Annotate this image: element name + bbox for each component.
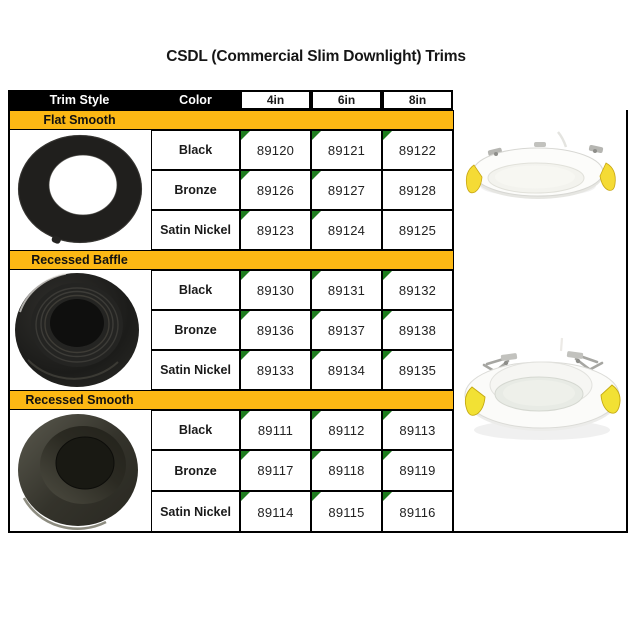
flagged-corner-icon: [241, 351, 250, 360]
part-number: 89135: [398, 362, 437, 378]
flagged-corner-icon: [241, 211, 250, 220]
part-number-cell: [382, 130, 453, 170]
flagged-corner-icon: [241, 492, 250, 501]
part-number: 89117: [257, 463, 294, 478]
part-number-cell: [382, 450, 453, 491]
part-number-cell: [311, 130, 382, 170]
flagged-corner-icon: [241, 411, 250, 420]
part-number-cell: [240, 270, 311, 310]
column-header-8in: 8in: [382, 90, 453, 110]
flat-smooth-trim-ring-image: [8, 130, 151, 250]
recessed-smooth-trim-ring-image: [8, 410, 151, 533]
color-cell: Satin Nickel: [151, 350, 240, 390]
flagged-corner-icon: [241, 451, 250, 460]
flagged-corner-icon: [383, 311, 392, 320]
part-number: 89132: [398, 282, 437, 298]
part-number: 89120: [256, 142, 295, 158]
flagged-corner-icon: [312, 311, 321, 320]
part-number-cell: [311, 410, 382, 450]
part-number-cell: [311, 310, 382, 350]
part-number: 89124: [327, 222, 366, 238]
part-number-cell: [240, 491, 311, 533]
part-number: 89137: [327, 322, 366, 338]
table-outer-border-right: [626, 110, 628, 533]
flagged-corner-icon: [312, 411, 321, 420]
flagged-corner-icon: [241, 311, 250, 320]
flagged-corner-icon: [383, 271, 392, 280]
flagged-corner-icon: [383, 451, 392, 460]
flagged-corner-icon: [383, 411, 392, 420]
flagged-corner-icon: [312, 492, 321, 501]
table-outer-border-bottom: [8, 531, 628, 533]
part-number: 89114: [257, 504, 294, 520]
color-cell: Black: [151, 410, 240, 450]
part-number-cell: [240, 130, 311, 170]
part-number-cell: [382, 210, 453, 250]
section-title-recessed-smooth: Recessed Smooth: [25, 393, 134, 407]
recessed-baffle-trim-ring-image: [8, 270, 151, 390]
part-number-cell: [311, 170, 382, 210]
color-cell: Bronze: [151, 450, 240, 491]
product-photos-column: [453, 110, 628, 533]
table-outer-border-left: [8, 90, 10, 533]
part-number: 89122: [398, 142, 437, 158]
recessed-smooth-trim-ring-photo: [8, 410, 151, 533]
color-cell: Satin Nickel: [151, 210, 240, 250]
column-header-6in: 6in: [311, 90, 382, 110]
flagged-corner-icon: [241, 171, 250, 180]
column-header-4in: 4in: [240, 90, 311, 110]
trims-table: [8, 90, 628, 533]
flagged-corner-icon: [241, 271, 250, 280]
color-cell: Black: [151, 130, 240, 170]
part-number-cell: [382, 491, 453, 533]
part-number: 89125: [398, 222, 437, 238]
section-title-recessed-baffle: Recessed Baffle: [31, 253, 128, 267]
flagged-corner-icon: [312, 211, 321, 220]
color-cell: Black: [151, 270, 240, 310]
part-number-cell: [382, 350, 453, 390]
part-number: 89123: [256, 222, 295, 238]
part-number: 89127: [327, 182, 366, 198]
column-header-trim-style: Trim Style: [49, 93, 110, 107]
flagged-corner-icon: [383, 492, 392, 501]
part-number-cell: [240, 410, 311, 450]
part-number: 89136: [256, 322, 295, 338]
part-number: 89118: [328, 463, 365, 478]
part-number: 89138: [398, 322, 437, 338]
part-number: 89113: [399, 422, 436, 438]
part-number-cell: [240, 170, 311, 210]
column-header-color: Color: [179, 93, 212, 107]
part-number-cell: [382, 410, 453, 450]
part-number: 89133: [256, 362, 295, 378]
flagged-corner-icon: [312, 171, 321, 180]
part-number-cell: [311, 210, 382, 250]
flat-smooth-trim-ring-photo: [8, 130, 151, 250]
part-number-cell: [382, 310, 453, 350]
flagged-corner-icon: [312, 271, 321, 280]
color-cell: Satin Nickel: [151, 491, 240, 533]
part-number: 89112: [328, 422, 365, 438]
part-number: 89115: [328, 504, 365, 520]
part-number-cell: [240, 350, 311, 390]
section-title-flat-smooth: Flat Smooth: [43, 113, 116, 127]
part-number-cell: [311, 450, 382, 491]
part-number: 89126: [256, 182, 295, 198]
recessed-baffle-trim-ring-photo: [8, 270, 151, 390]
part-number-cell: [240, 210, 311, 250]
color-cell: Bronze: [151, 170, 240, 210]
part-number-cell: [311, 270, 382, 310]
part-number: 89121: [327, 142, 366, 158]
part-number: 89128: [398, 182, 437, 198]
page-title: CSDL (Commercial Slim Downlight) Trims: [166, 48, 466, 65]
color-cell: Bronze: [151, 310, 240, 350]
part-number-cell: [382, 270, 453, 310]
smooth-flat-downlight-product-photo: [456, 128, 627, 228]
part-number: 89134: [327, 362, 366, 378]
flagged-corner-icon: [312, 131, 321, 140]
part-number: 89119: [399, 463, 436, 478]
part-number-cell: [311, 491, 382, 533]
flagged-corner-icon: [312, 451, 321, 460]
baffle-downlight-product-photo: [454, 330, 629, 465]
part-number-cell: [240, 450, 311, 491]
part-number-cell: [382, 170, 453, 210]
part-number: 89131: [327, 282, 366, 298]
part-number: 89111: [257, 422, 294, 438]
table-header-bar: [8, 90, 240, 110]
part-number: 89130: [256, 282, 295, 298]
flagged-corner-icon: [241, 131, 250, 140]
flagged-corner-icon: [312, 351, 321, 360]
flagged-corner-icon: [383, 351, 392, 360]
part-number: 89116: [399, 504, 436, 520]
part-number-cell: [311, 350, 382, 390]
flagged-corner-icon: [383, 131, 392, 140]
part-number-cell: [240, 310, 311, 350]
